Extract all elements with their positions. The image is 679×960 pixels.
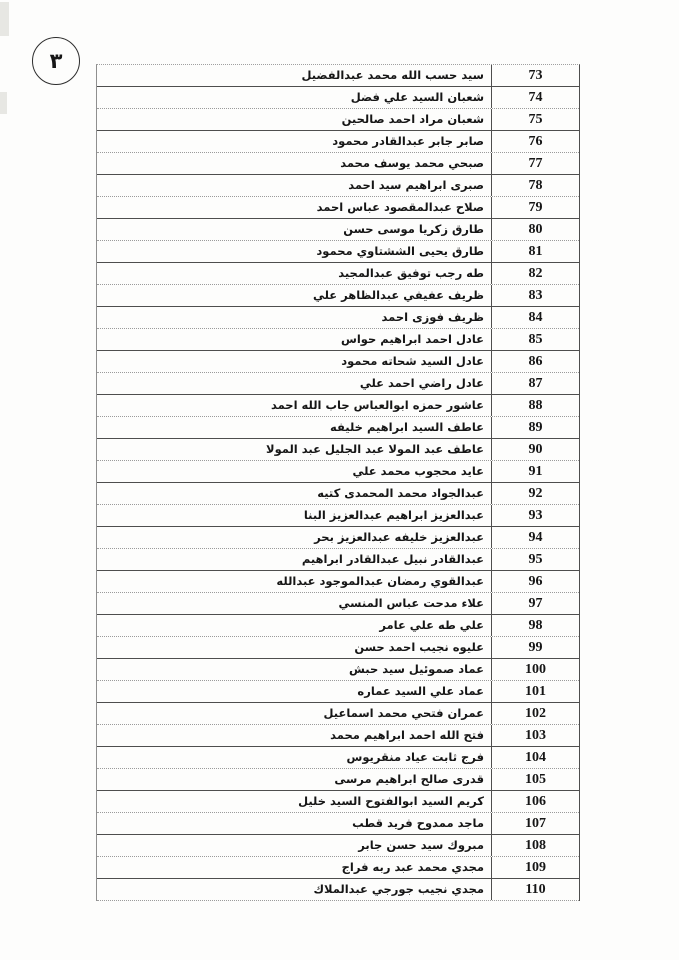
row-name-cell: ظريف عفيفي عبدالظاهر علي: [312, 288, 484, 302]
row-number-cell: 97: [491, 593, 579, 614]
row-number-cell: 77: [491, 153, 579, 174]
row-number-cell: 90: [491, 439, 579, 460]
row-number-cell: 86: [491, 351, 579, 372]
table-row: [97, 703, 579, 725]
row-name-cell: ظريف فوزى احمد: [381, 310, 484, 324]
row-name-cell: عبدالعزيز خليفه عبدالعزيز بحر: [314, 530, 484, 544]
row-name-cell: عمران فتحي محمد اسماعيل: [323, 706, 484, 720]
row-number-cell: 93: [491, 505, 579, 526]
row-name-cell: عماد علي السيد عماره: [357, 684, 484, 698]
row-number-cell: 81: [491, 241, 579, 262]
table-row: [97, 505, 579, 527]
table-row: [97, 549, 579, 571]
row-number-cell: 84: [491, 307, 579, 328]
table-row: [97, 835, 579, 857]
table-row: [97, 571, 579, 593]
scan-smudge: [0, 92, 7, 114]
row-number-cell: 102: [491, 703, 579, 724]
table-row: [97, 351, 579, 373]
row-name-cell: علاء مدحت عباس المنسي: [338, 596, 484, 610]
table-row: [97, 65, 579, 87]
table-row: [97, 197, 579, 219]
row-number-cell: 88: [491, 395, 579, 416]
table-row: [97, 395, 579, 417]
table-row: [97, 813, 579, 835]
row-number-cell: 80: [491, 219, 579, 240]
row-number-cell: 99: [491, 637, 579, 658]
table-row: [97, 681, 579, 703]
row-number-cell: 95: [491, 549, 579, 570]
row-name-cell: سيد حسب الله محمد عبدالفضيل: [301, 68, 484, 82]
row-name-cell: صبحي محمد يوسف محمد: [340, 156, 484, 170]
table-row: [97, 747, 579, 769]
row-number-cell: 92: [491, 483, 579, 504]
row-number-cell: 87: [491, 373, 579, 394]
table-row: [97, 615, 579, 637]
table-row: [97, 307, 579, 329]
row-name-cell: مجدي محمد عبد ربه فراج: [341, 860, 484, 874]
row-number-cell: 85: [491, 329, 579, 350]
table-row: [97, 263, 579, 285]
table-row: [97, 439, 579, 461]
row-name-cell: شعبان السيد علي فضل: [350, 90, 484, 104]
row-number-cell: 91: [491, 461, 579, 482]
row-number-cell: 78: [491, 175, 579, 196]
row-name-cell: عبدالجواد محمد المحمدى كتيه: [317, 486, 484, 500]
row-name-cell: شعبان مراد احمد صالحين: [341, 112, 484, 126]
table-row: [97, 87, 579, 109]
row-name-cell: صابر جابر عبدالقادر محمود: [332, 134, 484, 148]
table-row: [97, 329, 579, 351]
row-name-cell: عادل احمد ابراهيم حواس: [341, 332, 484, 346]
row-number-cell: 75: [491, 109, 579, 130]
table-row: [97, 593, 579, 615]
row-number-cell: 104: [491, 747, 579, 768]
row-name-cell: فرج ثابت عياد منقريوس: [346, 750, 484, 764]
row-name-cell: عاطف عبد المولا عبد الجليل عبد المولا: [266, 442, 484, 456]
row-name-cell: مجدي نجيب جورجي عبدالملاك: [313, 882, 484, 896]
row-number-cell: 76: [491, 131, 579, 152]
row-number-cell: 110: [491, 879, 579, 900]
table-row: [97, 791, 579, 813]
row-number-cell: 100: [491, 659, 579, 680]
row-name-cell: مبروك سيد حسن جابر: [358, 838, 484, 852]
row-name-cell: عليوه نجيب احمد حسن: [354, 640, 484, 654]
row-number-cell: 106: [491, 791, 579, 812]
row-number-cell: 105: [491, 769, 579, 790]
row-number-cell: 94: [491, 527, 579, 548]
row-name-cell: عماد صموئيل سيد حبش: [349, 662, 484, 676]
table-row: [97, 637, 579, 659]
table-row: [97, 131, 579, 153]
row-number-cell: 98: [491, 615, 579, 636]
table-row: [97, 109, 579, 131]
table-row: [97, 857, 579, 879]
row-name-cell: قدرى صالح ابراهيم مرسى: [334, 772, 484, 786]
row-name-cell: عاطف السيد ابراهيم خليفه: [330, 420, 484, 434]
row-number-cell: 96: [491, 571, 579, 592]
row-number-cell: 74: [491, 87, 579, 108]
page-number: ٣: [49, 48, 63, 73]
table-row: [97, 659, 579, 681]
row-name-cell: عايد محجوب محمد علي: [352, 464, 484, 478]
table-row: [97, 153, 579, 175]
page-number-circle: [32, 37, 80, 85]
table-row: [97, 241, 579, 263]
row-name-cell: كريم السيد ابوالفتوح السيد خليل: [298, 794, 484, 808]
row-name-cell: عبدالعزيز ابراهيم عبدالعزيز البنا: [303, 508, 484, 522]
roster-table: [96, 64, 580, 901]
row-number-cell: 109: [491, 857, 579, 878]
row-number-cell: 89: [491, 417, 579, 438]
scan-smudge: [0, 2, 9, 36]
row-name-cell: عادل راضي احمد علي: [359, 376, 484, 390]
row-name-cell: طه رجب توفيق عبدالمجيد: [338, 266, 484, 280]
row-number-cell: 107: [491, 813, 579, 834]
table-row: [97, 769, 579, 791]
row-number-cell: 82: [491, 263, 579, 284]
table-row: [97, 285, 579, 307]
row-number-cell: 103: [491, 725, 579, 746]
table-row: [97, 725, 579, 747]
row-name-cell: صبرى ابراهيم سيد احمد: [348, 178, 484, 192]
row-name-cell: طارق زكريا موسى حسن: [343, 222, 484, 236]
row-name-cell: طارق يحيى الششتاوي محمود: [316, 244, 484, 258]
table-row: [97, 373, 579, 395]
table-row: [97, 879, 579, 901]
row-name-cell: صلاح عبدالمقصود عباس احمد: [316, 200, 484, 214]
table-row: [97, 219, 579, 241]
table-row: [97, 417, 579, 439]
row-number-cell: 108: [491, 835, 579, 856]
row-number-cell: 101: [491, 681, 579, 702]
row-number-cell: 79: [491, 197, 579, 218]
table-row: [97, 527, 579, 549]
row-name-cell: ماجد ممدوح فريد قطب: [352, 816, 484, 830]
row-name-cell: عبدالقوي رمضان عبدالموجود عبدالله: [276, 574, 484, 588]
table-row: [97, 175, 579, 197]
table-row: [97, 483, 579, 505]
row-number-cell: 73: [491, 65, 579, 86]
row-name-cell: عبدالقادر نبيل عبدالقادر ابراهيم: [301, 552, 484, 566]
row-number-cell: 83: [491, 285, 579, 306]
row-name-cell: علي طه علي عامر: [379, 618, 484, 632]
table-row: [97, 461, 579, 483]
row-name-cell: عادل السيد شحاته محمود: [341, 354, 484, 368]
row-name-cell: فتح الله احمد ابراهيم محمد: [330, 728, 484, 742]
row-name-cell: عاشور حمزه ابوالعباس جاب الله احمد: [270, 398, 484, 412]
